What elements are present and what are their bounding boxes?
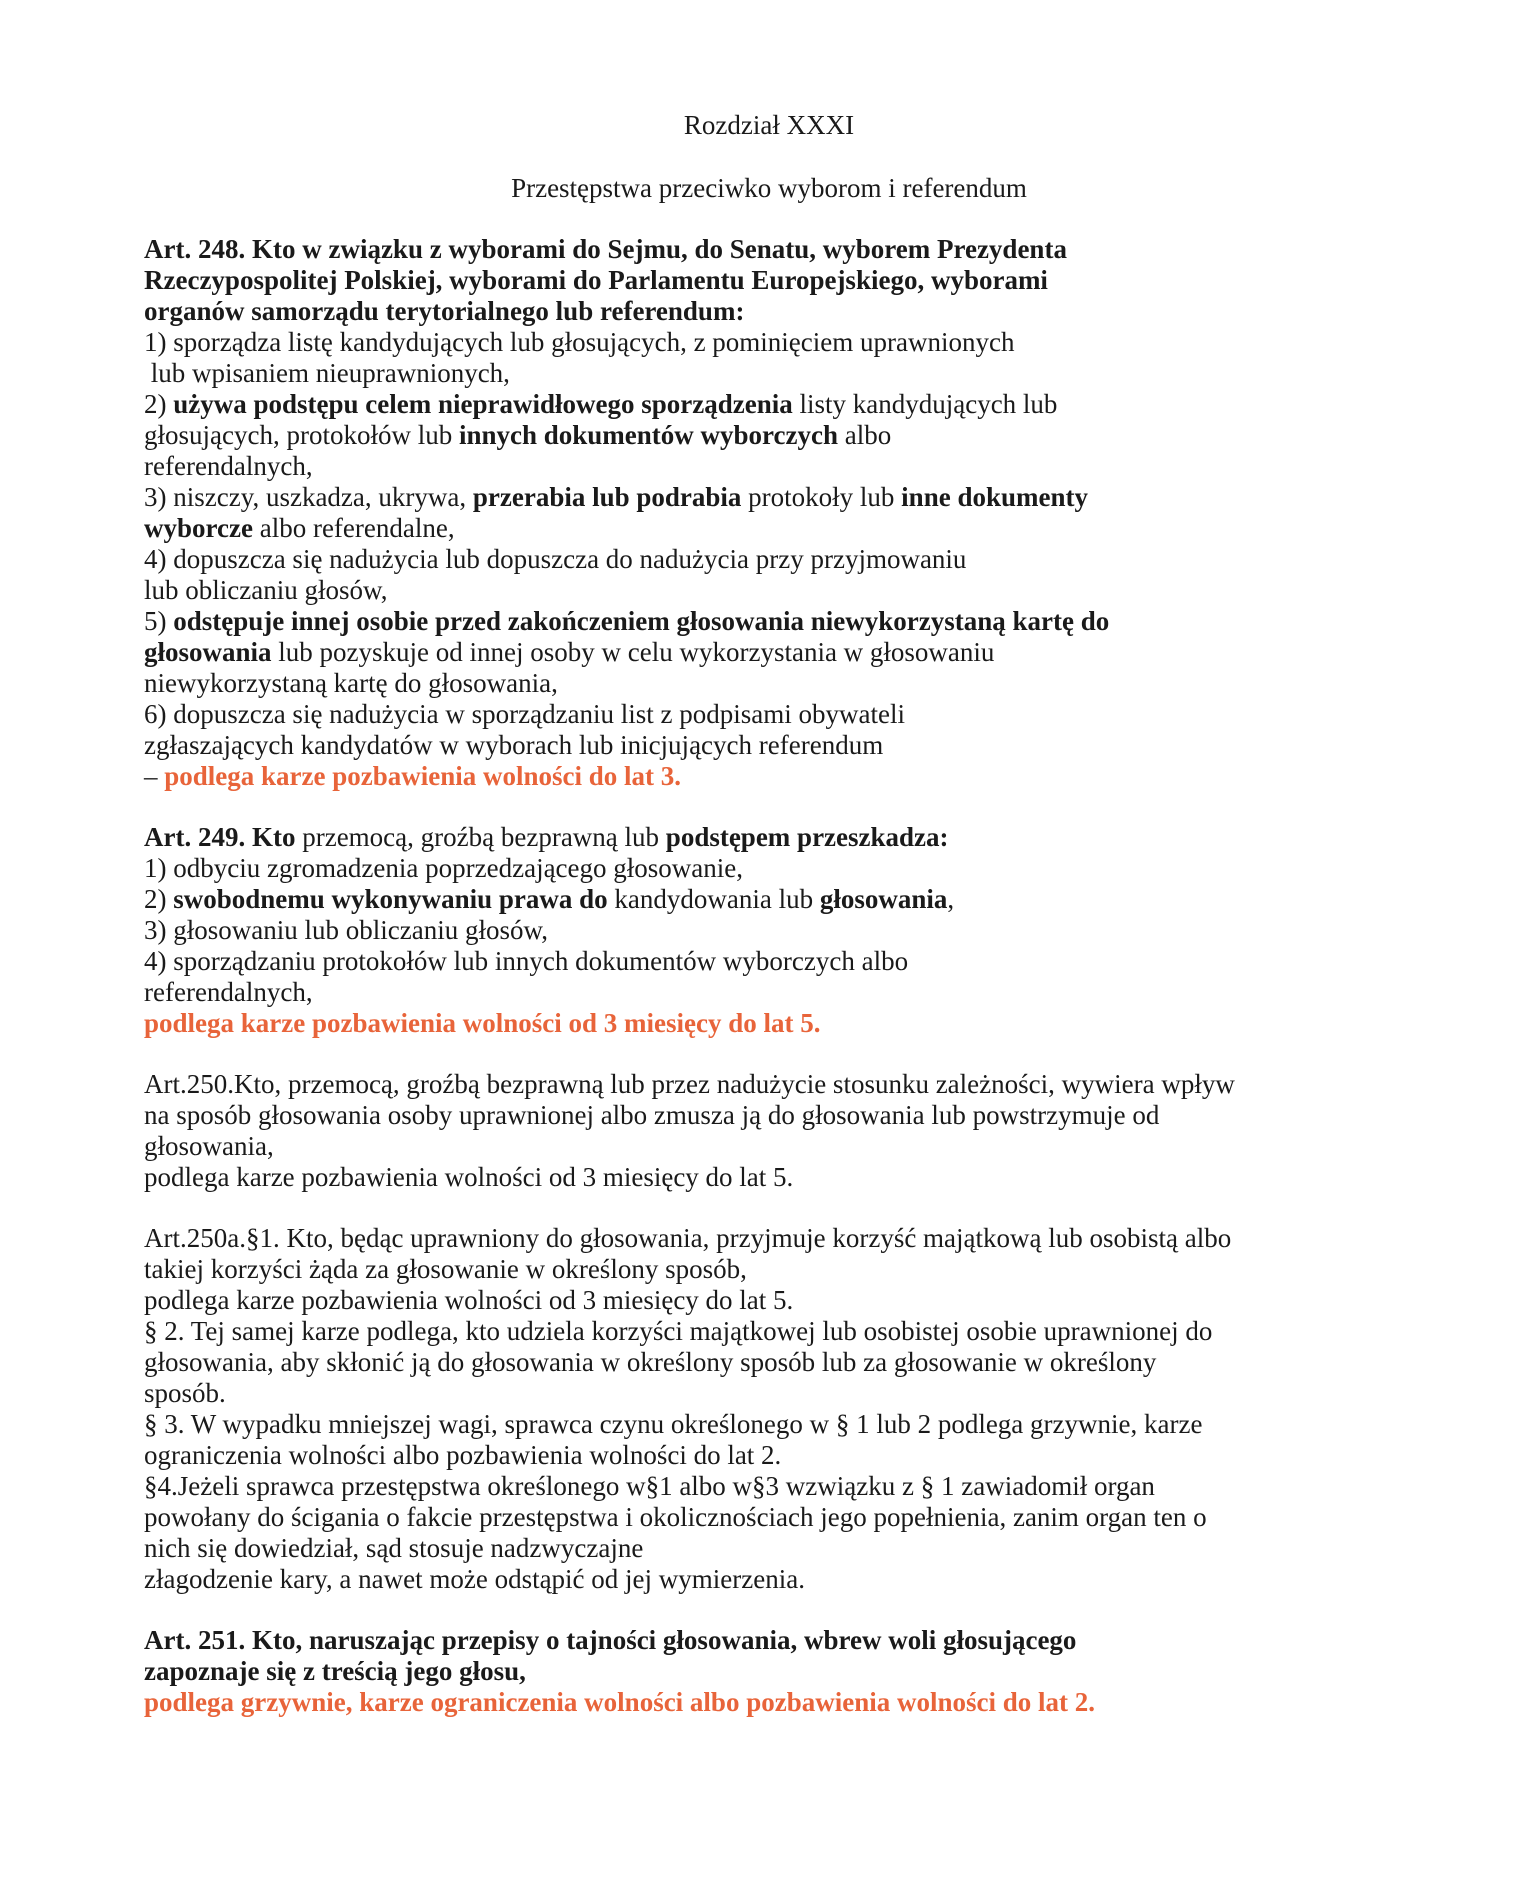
art248-point-2a: 2) używa podstępu celem nieprawidłowego sporządzenia listy kandydujących lub xyxy=(144,389,1058,419)
art249-point-1: 1) odbyciu zgromadzenia poprzedzającego głosowanie, xyxy=(144,853,743,883)
art249-head: Art. 249. Kto przemocą, groźbą bezprawną lub podstępem przeszkadza: xyxy=(144,822,949,852)
document-page xyxy=(144,110,1394,1748)
art248-point-5b: głosowania lub pozyskuje od innej osoby w celu wykorzystania w głosowaniu xyxy=(144,637,995,667)
art249-penalty: podlega karze pozbawienia wolności od 3 miesięcy do lat 5. xyxy=(144,1008,821,1038)
art248-point-1b: lub wpisaniem nieuprawnionych, xyxy=(144,358,510,388)
art251-head-line-1: Art. 251. Kto, naruszając przepisy o tajności głosowania, wbrew woli głosującego xyxy=(144,1625,1077,1655)
art250a-line-5: głosowania, aby skłonić ją do głosowania w określony sposób lub za głosowanie w określony xyxy=(144,1347,1157,1377)
art250a-line-2: takiej korzyści żąda za głosowanie w określony sposób, xyxy=(144,1254,747,1284)
art248-head-line-3: organów samorządu terytorialnego lub referendum: xyxy=(144,296,745,326)
art251-head-line-2: zapoznaje się z treścią jego głosu, xyxy=(144,1656,526,1686)
art248-point-2b: głosujących, protokołów lub innych dokumentów wyborczych albo xyxy=(144,420,892,450)
art250a-line-12: złagodzenie kary, a nawet może odstąpić od jej wymierzenia. xyxy=(144,1564,805,1594)
art250a-line-8: ograniczenia wolności albo pozbawienia wolności do lat 2. xyxy=(144,1440,782,1470)
article-250a xyxy=(144,1223,1394,1595)
art250a-line-10: powołany do ścigania o fakcie przestępstwa i okolicznościach jego popełnienia, zanim organ ten o xyxy=(144,1502,1207,1532)
art248-point-6a: 6) dopuszcza się nadużycia w sporządzaniu list z podpisami obywateli xyxy=(144,699,906,729)
art248-point-5c: niewykorzystaną kartę do głosowania, xyxy=(144,668,558,698)
chapter-title: Rozdział XXXI xyxy=(683,110,855,140)
art250a-line-3: podlega karze pozbawienia wolności od 3 miesięcy do lat 5. xyxy=(144,1285,794,1315)
art248-head-line-1: Art. 248. Kto w związku z wyborami do Sejmu, do Senatu, wyborem Prezydenta xyxy=(144,234,1067,264)
art250a-line-1: Art.250a.§1. Kto, będąc uprawniony do głosowania, przyjmuje korzyść majątkową lub osobistą albo xyxy=(144,1223,1232,1253)
article-250 xyxy=(144,1069,1394,1193)
art248-point-2c: referendalnych, xyxy=(144,451,313,481)
art250-line-2: na sposób głosowania osoby uprawnionej albo zmusza ją do głosowania lub powstrzymuje od xyxy=(144,1100,1160,1130)
art248-point-1a: 1) sporządza listę kandydujących lub głosujących, z pominięciem uprawnionych xyxy=(144,327,1015,357)
art250a-line-11: nich się dowiedział, sąd stosuje nadzwyczajne xyxy=(144,1533,644,1563)
chapter-subtitle: Przestępstwa przeciwko wyborom i referendum xyxy=(511,173,1027,203)
art248-penalty: – podlega karze pozbawienia wolności do lat 3. xyxy=(144,761,682,791)
art250-line-4: podlega karze pozbawienia wolności od 3 miesięcy do lat 5. xyxy=(144,1162,794,1192)
art248-point-6b: zgłaszających kandydatów w wyborach lub inicjujących referendum xyxy=(144,730,884,760)
art250a-line-7: § 3. W wypadku mniejszej wagi, sprawca czynu określonego w § 1 lub 2 podlega grzywnie, karze xyxy=(144,1409,1203,1439)
art250-line-1: Art.250.Kto, przemocą, groźbą bezprawną lub przez nadużycie stosunku zależności, wywiera wpływ xyxy=(144,1069,1235,1099)
art250a-line-6: sposób. xyxy=(144,1378,226,1408)
art248-point-3a: 3) niszczy, uszkadza, ukrywa, przerabia lub podrabia protokoły lub inne dokumenty xyxy=(144,482,1088,512)
art250a-line-9: §4.Jeżeli sprawca przestępstwa określonego w§1 albo w§3 wzwiązku z § 1 zawiadomił organ xyxy=(144,1471,1155,1501)
art248-head-line-2: Rzeczypospolitej Polskiej, wyborami do Parlamentu Europejskiego, wyborami xyxy=(144,265,1048,295)
art250a-line-4: § 2. Tej samej karze podlega, kto udziela korzyści majątkowej lub osobistej osobie uprawnionej do xyxy=(144,1316,1213,1346)
art248-point-5a: 5) odstępuje innej osobie przed zakończeniem głosowania niewykorzystaną kartę do xyxy=(144,606,1110,636)
article-248 xyxy=(144,234,1394,792)
article-251 xyxy=(144,1625,1394,1718)
art251-penalty: podlega grzywnie, karze ograniczenia wolności albo pozbawienia wolności do lat 2. xyxy=(144,1687,1095,1717)
art249-point-4b: referendalnych, xyxy=(144,977,313,1007)
art249-point-3: 3) głosowaniu lub obliczaniu głosów, xyxy=(144,915,548,945)
art249-point-4a: 4) sporządzaniu protokołów lub innych dokumentów wyborczych albo xyxy=(144,946,909,976)
art248-point-4b: lub obliczaniu głosów, xyxy=(144,575,388,605)
art250-line-3: głosowania, xyxy=(144,1131,274,1161)
art248-point-4a: 4) dopuszcza się nadużycia lub dopuszcza do nadużycia przy przyjmowaniu xyxy=(144,544,967,574)
article-249 xyxy=(144,822,1394,1039)
art248-point-3b: wyborcze albo referendalne, xyxy=(144,513,455,543)
art249-point-2: 2) swobodnemu wykonywaniu prawa do kandydowania lub głosowania, xyxy=(144,884,955,914)
